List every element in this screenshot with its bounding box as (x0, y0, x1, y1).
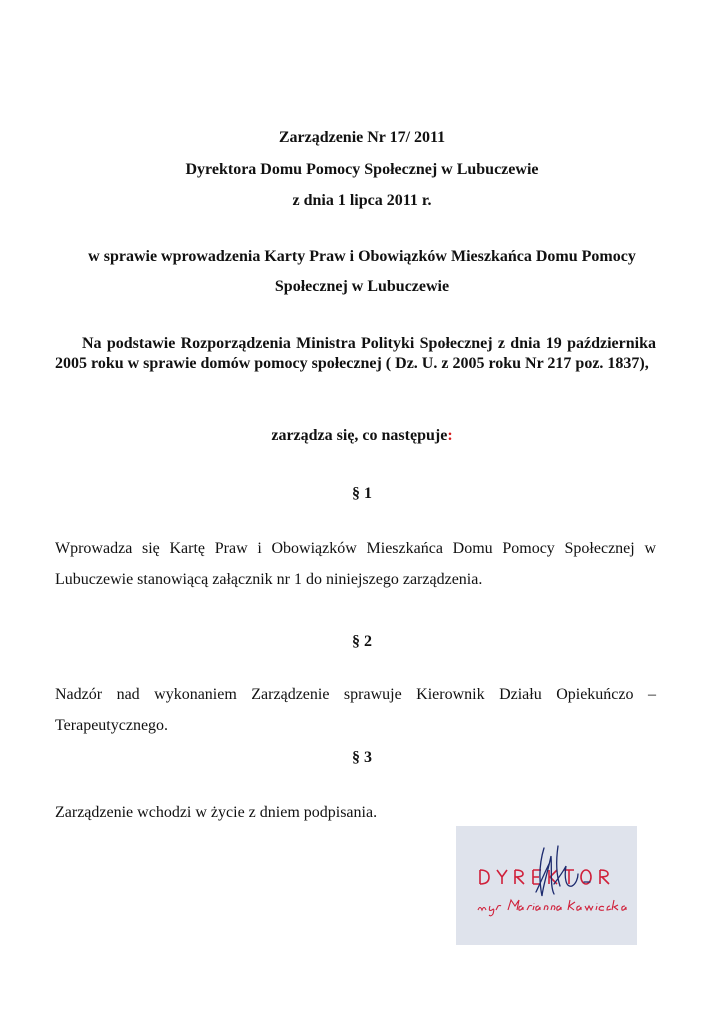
issuer-line: Dyrektora Domu Pomocy Społecznej w Lubuczewie (185, 161, 539, 178)
subject-line-1: w sprawie wprowadzenia Karty Praw i Obowiązków Mieszkańca Domu Pomocy (88, 248, 636, 265)
date-line: z dnia 1 lipca 2011 r. (292, 192, 432, 209)
section-1-mark: § 1 (352, 485, 372, 502)
section-3-mark: § 3 (352, 749, 372, 766)
section-1-text: Wprowadza się Kartę Praw i Obowiązków Mieszkańca Domu Pomocy Społecznej w Lubuczewie stanowiącą załącznik nr 1 do niniejszego zarządzenia. (55, 540, 656, 588)
decree-colon: : (447, 427, 453, 444)
decree-line (0, 426, 724, 446)
subject-line-2: Społecznej w Lubuczewie (274, 278, 450, 295)
section-2-text: Nadzór nad wykonaniem Zarządzenie sprawuje Kierownik Działu Opiekuńczo – Terapeutycznego. (55, 686, 656, 734)
decree-text: zarządza się, co następuje (271, 427, 448, 444)
order-title: Zarządzenie Nr 17/ 2011 (278, 129, 446, 146)
legal-basis: Na podstawie Rozporządzenia Ministra Polityki Społecznej z dnia 19 października 2005 roku w sprawie domów pomocy społecznej ( Dz. U. z 2005 roku Nr 217 poz. 1837), (55, 335, 656, 372)
director-stamp (456, 826, 637, 945)
section-3-text: Zarządzenie wchodzi w życie z dniem podpisania. (55, 804, 378, 821)
signature-scribble (536, 846, 590, 896)
stamp-graphic (456, 826, 637, 945)
stamp-name-lettering (478, 900, 626, 916)
section-2-mark: § 2 (352, 633, 372, 650)
